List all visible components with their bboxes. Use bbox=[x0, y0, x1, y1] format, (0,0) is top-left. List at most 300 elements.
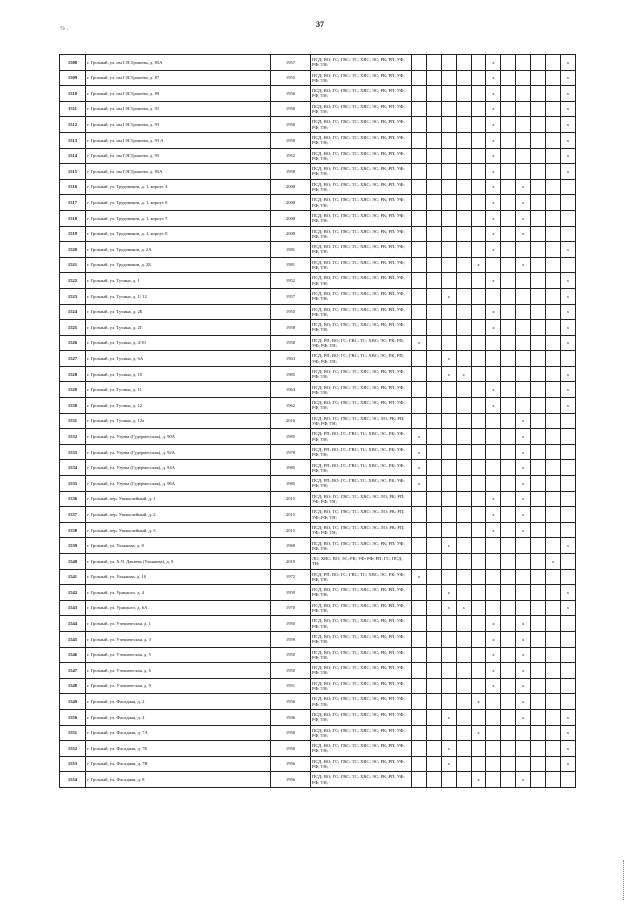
row-mark-cell: x bbox=[516, 507, 531, 523]
row-mark-cell bbox=[412, 210, 427, 226]
row-address: г. Грозный, ул. Х.Ч. Дачаева (Ульянова), д. 9 bbox=[86, 554, 271, 570]
row-mark-cell: x bbox=[560, 600, 575, 616]
row-mark-cell bbox=[426, 148, 441, 164]
row-mark-cell bbox=[560, 569, 575, 585]
row-address: г. Грозный, ул. Узуева (Гудермесская), д. 92А bbox=[86, 444, 271, 460]
row-mark-cell bbox=[546, 741, 561, 757]
row-mark-cell bbox=[471, 117, 486, 133]
row-mark-cell bbox=[560, 444, 575, 460]
row-mark-cell bbox=[486, 694, 501, 710]
row-mark-cell bbox=[546, 101, 561, 117]
row-year: 1950 bbox=[271, 663, 311, 679]
row-address: г. Грозный, ул. им Г.Н.Трошева, д. 95А bbox=[86, 164, 271, 180]
row-mark-cell: x bbox=[560, 538, 575, 554]
row-address: г. Грозный, ул. Урицкого, д. 4 bbox=[86, 585, 271, 601]
row-systems: ПСД; ВО; ГС; ГВС; ТС; ХВС; ЭС; РК; РП; УФ; РФ; ТН; bbox=[311, 164, 412, 180]
row-mark-cell bbox=[426, 288, 441, 304]
row-mark-cell bbox=[441, 663, 456, 679]
row-mark-cell bbox=[441, 522, 456, 538]
row-mark-cell bbox=[456, 288, 471, 304]
row-mark-cell bbox=[560, 694, 575, 710]
row-mark-cell bbox=[486, 351, 501, 367]
row-mark-cell: x bbox=[486, 226, 501, 242]
row-address: г. Грозный, ул. Трудовиков, д. 1, корпус 8 bbox=[86, 226, 271, 242]
row-mark-cell bbox=[531, 117, 546, 133]
row-mark-cell bbox=[441, 55, 456, 71]
row-mark-cell: x bbox=[486, 522, 501, 538]
row-mark-cell bbox=[412, 288, 427, 304]
row-mark-cell bbox=[546, 694, 561, 710]
table-row bbox=[60, 585, 576, 601]
row-mark-cell bbox=[501, 132, 516, 148]
row-mark-cell bbox=[426, 647, 441, 663]
row-number: 1554 bbox=[60, 772, 86, 788]
row-mark-cell bbox=[471, 55, 486, 71]
row-mark-cell: x bbox=[560, 55, 575, 71]
row-systems: ПСД; ВО; ГС; ГВС; ТС; ХВС; ЭС; РК; РП; УФ; РФ; ТН; bbox=[311, 288, 412, 304]
table-row bbox=[60, 507, 576, 523]
row-mark-cell bbox=[516, 288, 531, 304]
table-row bbox=[60, 444, 576, 460]
row-mark-cell bbox=[471, 288, 486, 304]
row-year: 1962 bbox=[271, 398, 311, 414]
row-mark-cell bbox=[426, 444, 441, 460]
corner-mark: % . bbox=[60, 26, 68, 32]
row-mark-cell: x bbox=[441, 741, 456, 757]
row-mark-cell: x bbox=[560, 288, 575, 304]
row-mark-cell bbox=[456, 491, 471, 507]
row-mark-cell bbox=[441, 476, 456, 492]
row-mark-cell: x bbox=[516, 663, 531, 679]
row-number: 1525 bbox=[60, 320, 86, 336]
row-mark-cell bbox=[441, 554, 456, 570]
row-mark-cell bbox=[546, 647, 561, 663]
row-mark-cell bbox=[441, 273, 456, 289]
table-row bbox=[60, 756, 576, 772]
table-row bbox=[60, 304, 576, 320]
row-mark-cell: x bbox=[456, 366, 471, 382]
row-mark-cell bbox=[441, 507, 456, 523]
row-mark-cell bbox=[560, 554, 575, 570]
row-mark-cell bbox=[516, 725, 531, 741]
row-year: 1956 bbox=[271, 86, 311, 102]
row-mark-cell bbox=[531, 195, 546, 211]
row-mark-cell: x bbox=[516, 491, 531, 507]
row-mark-cell bbox=[531, 460, 546, 476]
row-mark-cell bbox=[501, 55, 516, 71]
row-mark-cell bbox=[516, 132, 531, 148]
row-mark-cell: x bbox=[516, 616, 531, 632]
row-mark-cell bbox=[471, 304, 486, 320]
row-systems: ПСД; РП; ВО; ГС; ГВС; ТС; ХВС; ЭС; РК; УФ; РФ; ТН; bbox=[311, 460, 412, 476]
row-mark-cell bbox=[456, 585, 471, 601]
row-mark-cell bbox=[546, 429, 561, 445]
row-mark-cell bbox=[531, 86, 546, 102]
row-mark-cell bbox=[546, 226, 561, 242]
row-number: 1515 bbox=[60, 164, 86, 180]
table-row bbox=[60, 398, 576, 414]
table-row bbox=[60, 55, 576, 71]
table-row bbox=[60, 148, 576, 164]
row-mark-cell bbox=[426, 522, 441, 538]
table-row bbox=[60, 491, 576, 507]
row-mark-cell bbox=[560, 257, 575, 273]
row-address: г. Грозный, ул. им Г.Н.Трошева, д. 89 bbox=[86, 86, 271, 102]
row-number: 1509 bbox=[60, 70, 86, 86]
row-number: 1543 bbox=[60, 600, 86, 616]
row-mark-cell bbox=[560, 179, 575, 195]
row-mark-cell bbox=[441, 70, 456, 86]
row-mark-cell bbox=[501, 304, 516, 320]
row-mark-cell bbox=[412, 647, 427, 663]
row-mark-cell bbox=[426, 117, 441, 133]
row-number: 1542 bbox=[60, 585, 86, 601]
row-mark-cell bbox=[546, 725, 561, 741]
row-year: 1956 bbox=[271, 101, 311, 117]
row-mark-cell: x bbox=[560, 382, 575, 398]
row-mark-cell bbox=[516, 382, 531, 398]
row-mark-cell bbox=[546, 631, 561, 647]
row-mark-cell bbox=[426, 210, 441, 226]
row-mark-cell bbox=[531, 663, 546, 679]
row-mark-cell bbox=[471, 507, 486, 523]
row-mark-cell bbox=[560, 507, 575, 523]
row-mark-cell bbox=[441, 101, 456, 117]
row-mark-cell: x bbox=[546, 554, 561, 570]
row-mark-cell bbox=[456, 538, 471, 554]
row-mark-cell bbox=[546, 709, 561, 725]
row-mark-cell bbox=[456, 647, 471, 663]
row-systems: ПСД; ВО; ГС; ГВС; ТС; ХВС; ЭС; ЛО; РК; РП; УФ; РФ; ТН; bbox=[311, 522, 412, 538]
row-year: 1958 bbox=[271, 132, 311, 148]
row-mark-cell bbox=[456, 55, 471, 71]
row-mark-cell: x bbox=[486, 382, 501, 398]
table-row bbox=[60, 538, 576, 554]
register-table-body bbox=[60, 55, 576, 788]
row-mark-cell bbox=[546, 86, 561, 102]
row-year: 1952 bbox=[271, 273, 311, 289]
row-address: г. Грозный, ул. Трудовиков, д. 2А bbox=[86, 242, 271, 258]
row-mark-cell bbox=[441, 460, 456, 476]
row-mark-cell bbox=[501, 554, 516, 570]
table-row bbox=[60, 678, 576, 694]
row-mark-cell bbox=[560, 678, 575, 694]
row-mark-cell: x bbox=[412, 460, 427, 476]
row-systems: ПСД; ВО; ГС; ГВС; ТС; ХВС; ЭС; РК; РП; УФ; РФ; ТН; bbox=[311, 585, 412, 601]
row-mark-cell bbox=[456, 179, 471, 195]
row-mark-cell bbox=[471, 678, 486, 694]
row-mark-cell: x bbox=[560, 398, 575, 414]
row-number: 1519 bbox=[60, 226, 86, 242]
row-systems: ПСД; ВО; ГС; ГВС; ТС; ХВС; ЭС; РК; РП; УФ; РФ; ТН; bbox=[311, 631, 412, 647]
row-systems: ПСД; ВО; ГС; ГВС; ТС; ХВС; ЭС; РК; РП; УФ; РФ; ТН; bbox=[311, 725, 412, 741]
row-mark-cell bbox=[456, 507, 471, 523]
row-mark-cell bbox=[471, 273, 486, 289]
row-year: 1972 bbox=[271, 569, 311, 585]
row-mark-cell bbox=[426, 382, 441, 398]
row-mark-cell bbox=[426, 631, 441, 647]
row-mark-cell bbox=[412, 507, 427, 523]
row-number: 1510 bbox=[60, 86, 86, 102]
row-mark-cell bbox=[471, 491, 486, 507]
row-mark-cell bbox=[441, 257, 456, 273]
row-mark-cell bbox=[546, 569, 561, 585]
row-mark-cell bbox=[471, 366, 486, 382]
row-year: 1955 bbox=[271, 304, 311, 320]
row-mark-cell bbox=[456, 522, 471, 538]
row-mark-cell bbox=[471, 569, 486, 585]
row-systems: ПСД; ВО; ГС; ГВС; ТС; ХВС; ЭС; РК; РП; УФ; РФ; ТН; bbox=[311, 70, 412, 86]
row-mark-cell bbox=[516, 70, 531, 86]
row-mark-cell bbox=[516, 398, 531, 414]
row-mark-cell bbox=[486, 538, 501, 554]
row-mark-cell bbox=[456, 709, 471, 725]
row-mark-cell bbox=[426, 507, 441, 523]
row-mark-cell bbox=[546, 117, 561, 133]
row-mark-cell: x bbox=[516, 195, 531, 211]
row-mark-cell bbox=[456, 772, 471, 788]
row-mark-cell bbox=[486, 569, 501, 585]
row-number: 1536 bbox=[60, 491, 86, 507]
row-mark-cell: x bbox=[560, 585, 575, 601]
row-mark-cell bbox=[426, 304, 441, 320]
row-mark-cell bbox=[412, 164, 427, 180]
row-year: 1959 bbox=[271, 631, 311, 647]
row-mark-cell: x bbox=[471, 694, 486, 710]
row-mark-cell bbox=[531, 631, 546, 647]
row-mark-cell bbox=[412, 148, 427, 164]
table-row bbox=[60, 132, 576, 148]
row-year: 2015 bbox=[271, 491, 311, 507]
row-mark-cell bbox=[426, 491, 441, 507]
row-systems: ПСД; ВО; ГС; ГВС; ТС; ХВС; ЭС; РК; РП; УФ; РФ; ТН; bbox=[311, 86, 412, 102]
row-mark-cell: x bbox=[560, 148, 575, 164]
row-mark-cell bbox=[471, 631, 486, 647]
row-year: 1985 bbox=[271, 460, 311, 476]
table-row bbox=[60, 335, 576, 351]
row-number: 1548 bbox=[60, 678, 86, 694]
row-mark-cell: x bbox=[486, 507, 501, 523]
row-number: 1530 bbox=[60, 398, 86, 414]
row-mark-cell bbox=[412, 678, 427, 694]
row-mark-cell bbox=[426, 132, 441, 148]
table-row bbox=[60, 429, 576, 445]
row-year: 1959 bbox=[271, 585, 311, 601]
table-row bbox=[60, 600, 576, 616]
row-mark-cell bbox=[531, 398, 546, 414]
table-row bbox=[60, 226, 576, 242]
row-mark-cell bbox=[412, 663, 427, 679]
page-number: 37 bbox=[316, 20, 324, 29]
row-mark-cell bbox=[546, 351, 561, 367]
row-mark-cell bbox=[456, 554, 471, 570]
row-mark-cell: x bbox=[560, 366, 575, 382]
row-mark-cell bbox=[560, 460, 575, 476]
row-year: 1950 bbox=[271, 616, 311, 632]
row-mark-cell bbox=[531, 55, 546, 71]
row-mark-cell bbox=[426, 242, 441, 258]
row-mark-cell bbox=[531, 320, 546, 336]
row-address: г. Грозный, ул. Тучина, д. 12 bbox=[86, 398, 271, 414]
row-mark-cell bbox=[412, 538, 427, 554]
row-mark-cell bbox=[426, 663, 441, 679]
row-year: 1958 bbox=[271, 320, 311, 336]
row-mark-cell bbox=[441, 413, 456, 429]
row-address: г. Грозный, ул. Фасадная, д. 8 bbox=[86, 772, 271, 788]
row-address: г. Грозный, ул. Фасадная, д. 7А bbox=[86, 725, 271, 741]
row-mark-cell bbox=[456, 756, 471, 772]
row-mark-cell: x bbox=[516, 179, 531, 195]
row-mark-cell: x bbox=[471, 772, 486, 788]
row-year: 1951 bbox=[271, 678, 311, 694]
row-mark-cell bbox=[531, 288, 546, 304]
table-row bbox=[60, 631, 576, 647]
row-mark-cell bbox=[531, 678, 546, 694]
row-mark-cell bbox=[426, 694, 441, 710]
row-address: г. Грозный, ул. Узуева (Гудермесская), д. 96А bbox=[86, 476, 271, 492]
row-mark-cell bbox=[471, 600, 486, 616]
row-number: 1522 bbox=[60, 273, 86, 289]
row-systems: ПСД; ВО; ГС; ГВС; ТС; ХВС; ЭС; РК; РП; УФ; РФ; ТН; bbox=[311, 101, 412, 117]
row-mark-cell bbox=[531, 569, 546, 585]
row-year: 2008 bbox=[271, 226, 311, 242]
row-mark-cell bbox=[531, 257, 546, 273]
row-mark-cell bbox=[560, 616, 575, 632]
row-mark-cell bbox=[516, 756, 531, 772]
row-mark-cell: x bbox=[560, 304, 575, 320]
row-mark-cell bbox=[426, 55, 441, 71]
row-mark-cell bbox=[426, 335, 441, 351]
row-year: 2019 bbox=[271, 554, 311, 570]
table-row bbox=[60, 179, 576, 195]
row-number: 1544 bbox=[60, 616, 86, 632]
row-mark-cell bbox=[456, 444, 471, 460]
row-mark-cell bbox=[531, 647, 546, 663]
row-mark-cell bbox=[426, 476, 441, 492]
row-mark-cell bbox=[456, 226, 471, 242]
row-mark-cell: x bbox=[486, 55, 501, 71]
row-mark-cell: x bbox=[486, 148, 501, 164]
row-mark-cell bbox=[531, 725, 546, 741]
row-mark-cell: x bbox=[441, 600, 456, 616]
row-address: г. Грозный, ул. Ульянова, д. 8 bbox=[86, 538, 271, 554]
row-mark-cell bbox=[471, 195, 486, 211]
row-mark-cell: x bbox=[441, 585, 456, 601]
row-mark-cell bbox=[501, 756, 516, 772]
row-mark-cell bbox=[546, 382, 561, 398]
row-mark-cell: x bbox=[516, 522, 531, 538]
row-year: 1958 bbox=[271, 164, 311, 180]
row-mark-cell bbox=[560, 631, 575, 647]
row-mark-cell: x bbox=[412, 335, 427, 351]
row-year: 2008 bbox=[271, 195, 311, 211]
row-number: 1547 bbox=[60, 663, 86, 679]
row-mark-cell bbox=[516, 554, 531, 570]
row-mark-cell: x bbox=[516, 709, 531, 725]
row-mark-cell bbox=[546, 210, 561, 226]
row-systems: ПСД; ВО; ГС; ГВС; ТС; ХВС; ЭС; РК; РП; УФ; РФ; ТН; bbox=[311, 117, 412, 133]
row-year: 1957 bbox=[271, 55, 311, 71]
row-mark-cell bbox=[412, 694, 427, 710]
row-mark-cell bbox=[456, 413, 471, 429]
row-mark-cell bbox=[531, 600, 546, 616]
table-row bbox=[60, 195, 576, 211]
row-mark-cell bbox=[412, 101, 427, 117]
table-row bbox=[60, 694, 576, 710]
row-year: 1952 bbox=[271, 148, 311, 164]
table-row bbox=[60, 366, 576, 382]
row-number: 1531 bbox=[60, 413, 86, 429]
row-mark-cell: x bbox=[516, 226, 531, 242]
row-mark-cell: x bbox=[516, 429, 531, 445]
row-number: 1552 bbox=[60, 741, 86, 757]
row-year: 1956 bbox=[271, 741, 311, 757]
row-mark-cell bbox=[412, 413, 427, 429]
row-mark-cell bbox=[456, 476, 471, 492]
row-mark-cell bbox=[501, 179, 516, 195]
row-mark-cell bbox=[412, 70, 427, 86]
row-systems: ПСД; ВО; ГС; ГВС; ТС; ХВС; ЭС; РК; РП; УФ; РФ; ТН; bbox=[311, 195, 412, 211]
row-address: г. Грозный, ул. Трудовиков, д. 1, корпус 4 bbox=[86, 179, 271, 195]
row-address: г. Грозный, ул. Тучина, д. 2Б bbox=[86, 304, 271, 320]
row-mark-cell: x bbox=[486, 320, 501, 336]
row-mark-cell bbox=[546, 257, 561, 273]
row-mark-cell bbox=[531, 772, 546, 788]
row-mark-cell bbox=[412, 226, 427, 242]
row-mark-cell bbox=[546, 678, 561, 694]
row-systems: ЛО; ХВС; ВО; ЭС; РК; УФ; РФ; РП; ГС; ПСД; ТН; bbox=[311, 554, 412, 570]
row-address: г. Грозный, пер. Ушаколейный, д. 2 bbox=[86, 507, 271, 523]
row-number: 1533 bbox=[60, 444, 86, 460]
row-mark-cell bbox=[412, 382, 427, 398]
row-mark-cell bbox=[546, 772, 561, 788]
row-mark-cell: x bbox=[486, 117, 501, 133]
row-systems: ПСД; ВО; ГС; ГВС; ТС; ХВС; ЭС; ЛО; РК; РП; УФ; РФ; ТН; bbox=[311, 491, 412, 507]
row-mark-cell bbox=[531, 413, 546, 429]
row-systems: ПСД; ВО; ГС; ГВС; ТС; ХВС; ЭС; РК; РП; УФ; РФ; ТН; bbox=[311, 257, 412, 273]
row-mark-cell bbox=[486, 741, 501, 757]
row-mark-cell bbox=[471, 444, 486, 460]
row-mark-cell: x bbox=[486, 663, 501, 679]
row-mark-cell: x bbox=[412, 569, 427, 585]
row-address: г. Грозный, ул. им Г.Н.Трошева, д. 93 bbox=[86, 117, 271, 133]
row-mark-cell bbox=[560, 226, 575, 242]
row-number: 1508 bbox=[60, 55, 86, 71]
row-mark-cell bbox=[546, 522, 561, 538]
row-year: 1981 bbox=[271, 242, 311, 258]
row-mark-cell bbox=[441, 678, 456, 694]
row-mark-cell bbox=[546, 320, 561, 336]
table-row bbox=[60, 663, 576, 679]
row-mark-cell bbox=[426, 86, 441, 102]
row-mark-cell bbox=[412, 398, 427, 414]
register-table bbox=[59, 54, 576, 788]
row-mark-cell bbox=[531, 444, 546, 460]
row-mark-cell bbox=[426, 320, 441, 336]
row-mark-cell bbox=[412, 756, 427, 772]
row-mark-cell bbox=[486, 335, 501, 351]
row-year: 1950 bbox=[271, 647, 311, 663]
row-mark-cell bbox=[426, 101, 441, 117]
row-year: 1956 bbox=[271, 725, 311, 741]
row-number: 1511 bbox=[60, 101, 86, 117]
row-mark-cell bbox=[501, 242, 516, 258]
row-number: 1523 bbox=[60, 288, 86, 304]
row-mark-cell bbox=[412, 304, 427, 320]
row-mark-cell bbox=[560, 647, 575, 663]
row-mark-cell bbox=[501, 288, 516, 304]
row-mark-cell bbox=[456, 195, 471, 211]
